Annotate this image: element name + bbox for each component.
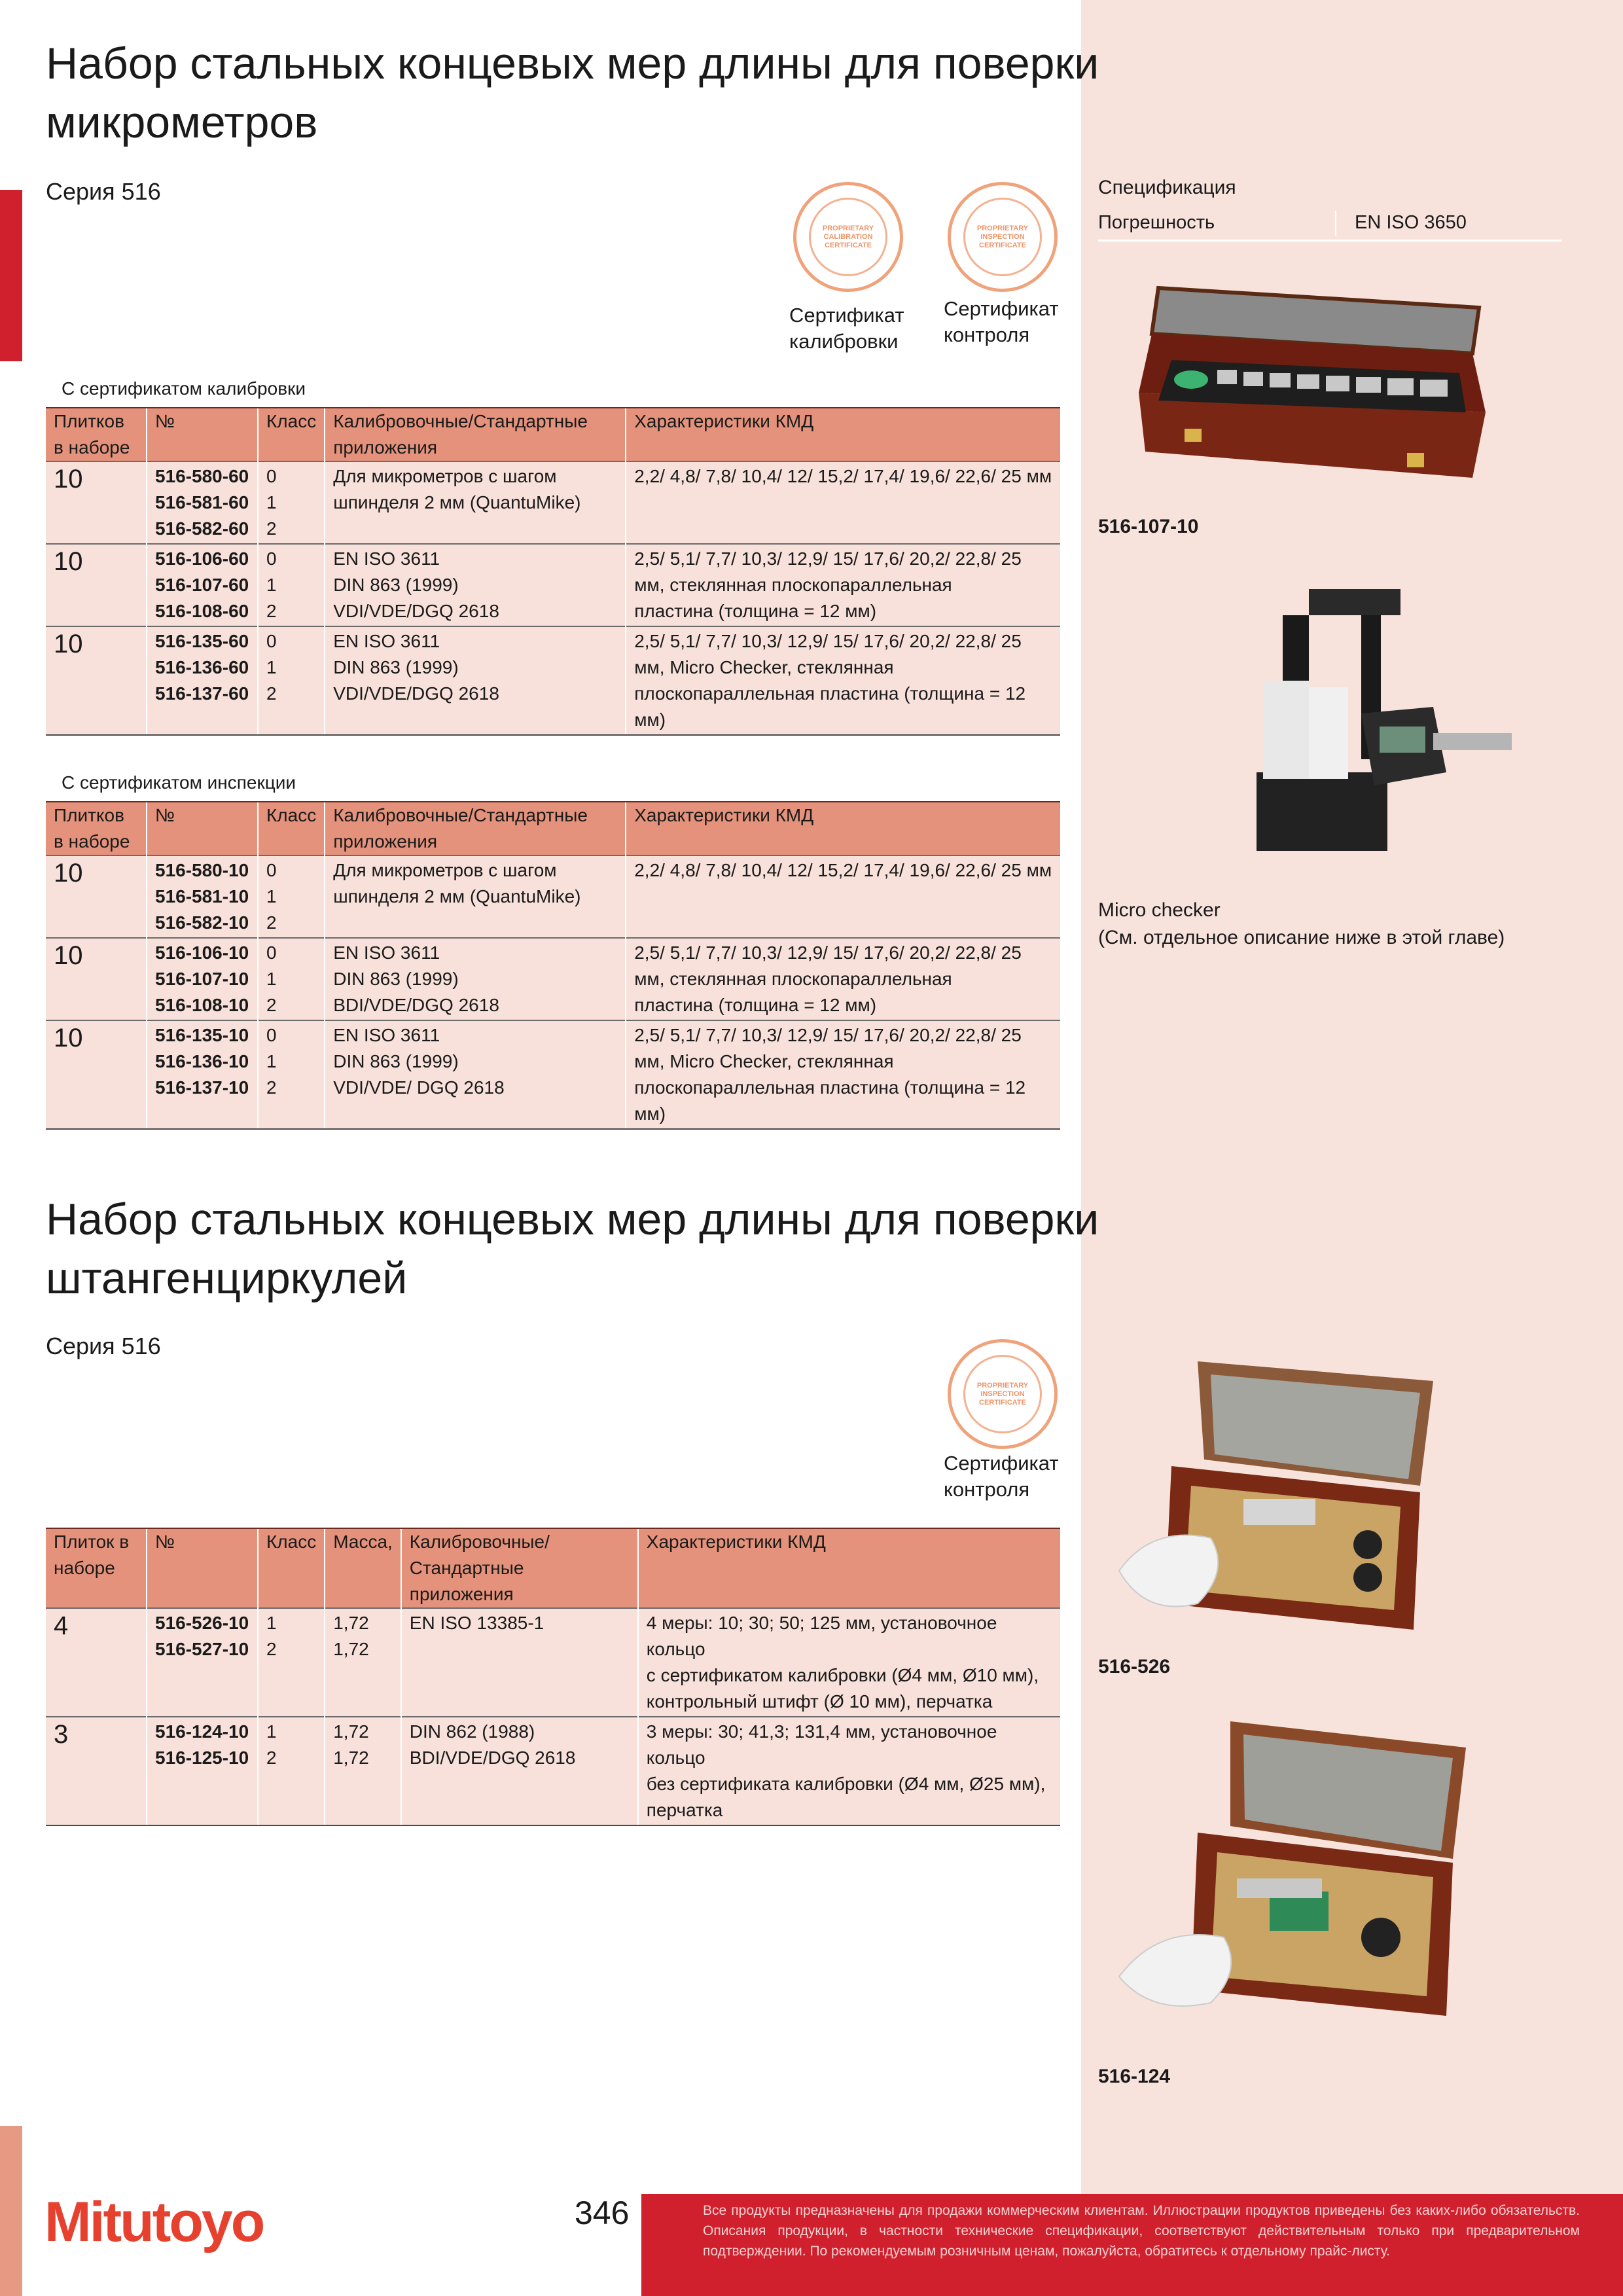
standard-line: BDI/VDE/DGQ 2618 bbox=[409, 1748, 576, 1768]
plate-count: 10 bbox=[46, 461, 147, 544]
series-label: Серия 516 bbox=[46, 1333, 161, 1359]
grade-values bbox=[258, 461, 325, 544]
col-header: Плитков в наборе bbox=[46, 802, 147, 855]
series-label: Серия 516 bbox=[46, 178, 161, 205]
order-code: 516-137-60 bbox=[155, 683, 249, 704]
table-header-row bbox=[46, 408, 1060, 461]
standards bbox=[325, 626, 626, 735]
characteristics-line: пластина (толщина = 12 мм) bbox=[634, 601, 877, 621]
col-header: № bbox=[147, 1528, 258, 1608]
grade-value: 1 bbox=[266, 1051, 277, 1071]
standards bbox=[325, 938, 626, 1020]
characteristics bbox=[626, 626, 1060, 735]
standard-line: DIN 863 (1999) bbox=[333, 969, 459, 989]
mass-value: 1,72 bbox=[333, 1748, 369, 1768]
grade-value: 0 bbox=[266, 548, 277, 569]
plate-count: 3 bbox=[46, 1717, 147, 1825]
characteristics bbox=[626, 855, 1060, 938]
grade-value: 1 bbox=[266, 575, 277, 595]
spec-value: EN ISO 3650 bbox=[1355, 212, 1467, 233]
grade-value: 2 bbox=[266, 1639, 277, 1659]
standard-line: DIN 863 (1999) bbox=[333, 1051, 459, 1071]
order-codes bbox=[147, 1608, 258, 1717]
col-header: Калибровочные/Стандартные приложения bbox=[325, 408, 626, 461]
standard-line: EN ISO 3611 bbox=[333, 631, 440, 651]
order-code: 516-108-60 bbox=[155, 601, 249, 621]
characteristics-line: плоскопараллельная пластина (толщина = 12 мм) bbox=[634, 1077, 1026, 1124]
title-line-1: Набор стальных концевых мер длины для поверки bbox=[46, 39, 1099, 88]
grade-values bbox=[258, 626, 325, 735]
characteristics-line: без сертификата калибровки (Ø4 мм, Ø25 мм), bbox=[646, 1774, 1046, 1794]
table-row bbox=[46, 855, 1060, 938]
table-row bbox=[46, 1608, 1060, 1717]
order-code: 516-581-10 bbox=[155, 886, 249, 906]
grade-value: 1 bbox=[266, 492, 277, 512]
standard-line: DIN 863 (1999) bbox=[333, 575, 459, 595]
spec-key: Погрешность bbox=[1098, 212, 1215, 233]
plate-count: 10 bbox=[46, 1020, 147, 1129]
standard-line: шпинделя 2 мм (QuantuMike) bbox=[333, 492, 581, 512]
order-codes bbox=[147, 461, 258, 544]
standard-line: VDI/VDE/DGQ 2618 bbox=[333, 601, 499, 621]
order-code: 516-108-10 bbox=[155, 995, 249, 1015]
order-code: 516-135-10 bbox=[155, 1025, 249, 1045]
photo4-caption: 516-124 bbox=[1098, 2066, 1171, 2087]
table-row bbox=[46, 544, 1060, 626]
grade-value: 1 bbox=[266, 886, 277, 906]
grade-value: 2 bbox=[266, 1748, 277, 1768]
col-header: Плиток в наборе bbox=[46, 1528, 147, 1608]
order-code: 516-582-10 bbox=[155, 912, 249, 933]
grade-value: 2 bbox=[266, 995, 277, 1015]
standard-line: шпинделя 2 мм (QuantuMike) bbox=[333, 886, 581, 906]
order-code: 516-106-10 bbox=[155, 942, 249, 963]
photo2-caption: Micro checker (См. отдельное описание ниже в этой главе) bbox=[1098, 899, 1505, 948]
col-header: № bbox=[147, 408, 258, 461]
characteristics-line: 2,5/ 5,1/ 7,7/ 10,3/ 12,9/ 15/ 17,6/ 20,2/ 22,8/ 25 bbox=[634, 631, 1022, 651]
table-header-row bbox=[46, 802, 1060, 855]
characteristics-line: 3 меры: 30; 41,3; 131,4 мм, установочное кольцо bbox=[646, 1721, 997, 1768]
standards bbox=[325, 544, 626, 626]
col-header: Калибровочные/Стандартные приложения bbox=[325, 802, 626, 855]
characteristics-line: с сертификатом калибровки (Ø4 мм, Ø10 мм), bbox=[646, 1665, 1039, 1685]
section-marker bbox=[0, 190, 22, 361]
spec-row bbox=[1098, 208, 1561, 242]
characteristics-line: 2,2/ 4,8/ 7,8/ 10,4/ 12/ 15,2/ 17,4/ 19,6/ 22,6/ 25 мм bbox=[634, 860, 1052, 880]
grade-value: 2 bbox=[266, 601, 277, 621]
grade-value: 1 bbox=[266, 969, 277, 989]
plate-count: 10 bbox=[46, 855, 147, 938]
table-row bbox=[46, 626, 1060, 735]
title-line-2: штангенциркулей bbox=[46, 1253, 408, 1303]
plate-count: 4 bbox=[46, 1608, 147, 1717]
plate-count: 10 bbox=[46, 544, 147, 626]
table-row bbox=[46, 1717, 1060, 1825]
order-codes bbox=[147, 938, 258, 1020]
characteristics bbox=[638, 1608, 1060, 1717]
grade-value: 2 bbox=[266, 912, 277, 933]
spec-title: Спецификация bbox=[1098, 177, 1236, 198]
characteristics-line: 4 меры: 10; 30; 50; 125 мм, установочное кольцо bbox=[646, 1613, 997, 1659]
order-code: 516-527-10 bbox=[155, 1639, 249, 1659]
characteristics-line: пластина (толщина = 12 мм) bbox=[634, 995, 877, 1015]
table1-caption: С сертификатом калибровки bbox=[62, 378, 306, 399]
order-codes bbox=[147, 1020, 258, 1129]
plate-count: 10 bbox=[46, 938, 147, 1020]
col-header: Характеристики КМД bbox=[626, 802, 1060, 855]
grade-values bbox=[258, 1608, 325, 1717]
col-header: Класс bbox=[258, 408, 325, 461]
mass-values bbox=[325, 1608, 401, 1717]
characteristics-line: мм, стеклянная плоскопараллельная bbox=[634, 969, 952, 989]
table-header-row bbox=[46, 1528, 1060, 1608]
standard-line: VDI/VDE/DGQ 2618 bbox=[333, 683, 499, 704]
footer-disclaimer: Все продукты предназначены для продажи коммерческим клиентам. Иллюстрации продуктов приведены без каких-либо обязательств. Описания продукции, в частности технические спецификации, соответствуют действительным только при предварительном подтверждении. По рекомендуемым розничным ценам, пожалуйста, обратитесь к отдельному прайс-листу. bbox=[703, 2203, 1580, 2259]
standard-line: EN ISO 13385-1 bbox=[409, 1613, 544, 1633]
standard-line bbox=[333, 516, 617, 542]
characteristics bbox=[638, 1717, 1060, 1825]
col-header: Характеристики КМД bbox=[626, 408, 1060, 461]
order-code: 516-135-60 bbox=[155, 631, 249, 651]
table-row bbox=[46, 938, 1060, 1020]
standards bbox=[325, 461, 626, 544]
grade-values bbox=[258, 544, 325, 626]
plate-count: 10 bbox=[46, 626, 147, 735]
calibration-stamp-icon: PROPRIETARY CALIBRATION CERTIFICATE bbox=[793, 182, 903, 292]
gauge-block-case-photo bbox=[1132, 281, 1499, 497]
table2-caption: С сертификатом инспекции bbox=[62, 772, 296, 793]
characteristics bbox=[626, 461, 1060, 544]
standards bbox=[401, 1608, 638, 1717]
characteristics-line: контрольный штифт (Ø 10 мм), перчатка bbox=[646, 1691, 993, 1712]
characteristics-line: 2,5/ 5,1/ 7,7/ 10,3/ 12,9/ 15/ 17,6/ 20,2/ 22,8/ 25 bbox=[634, 548, 1022, 569]
grade-values bbox=[258, 1020, 325, 1129]
page-number: 346 bbox=[575, 2195, 630, 2231]
footer-marker bbox=[0, 2126, 22, 2296]
characteristics bbox=[626, 544, 1060, 626]
characteristics-line: мм, Micro Checker, стеклянная bbox=[634, 657, 894, 677]
characteristics-line: 2,2/ 4,8/ 7,8/ 10,4/ 12/ 15,2/ 17,4/ 19,6/ 22,6/ 25 мм bbox=[634, 466, 1052, 486]
standard-line: DIN 863 (1999) bbox=[333, 657, 459, 677]
order-code: 516-107-10 bbox=[155, 969, 249, 989]
caliper-table bbox=[46, 1528, 1060, 1826]
order-code: 516-582-60 bbox=[155, 518, 249, 539]
grade-value: 2 bbox=[266, 518, 277, 539]
grade-values bbox=[258, 938, 325, 1020]
mass-values bbox=[325, 1717, 401, 1825]
characteristics-line: 2,5/ 5,1/ 7,7/ 10,3/ 12,9/ 15/ 17,6/ 20,2/ 22,8/ 25 bbox=[634, 942, 1022, 963]
grade-value: 1 bbox=[266, 1721, 277, 1742]
standard-line: EN ISO 3611 bbox=[333, 942, 440, 963]
grade-value: 2 bbox=[266, 683, 277, 704]
order-code: 516-124-10 bbox=[155, 1721, 249, 1742]
characteristics-line: мм, стеклянная плоскопараллельная bbox=[634, 575, 952, 595]
grade-value: 1 bbox=[266, 657, 277, 677]
mass-value: 1,72 bbox=[333, 1721, 369, 1742]
mass-value: 1,72 bbox=[333, 1613, 369, 1633]
col-header: Класс bbox=[258, 802, 325, 855]
characteristics-line: плоскопараллельная пластина (толщина = 12 мм) bbox=[634, 683, 1026, 730]
order-code: 516-136-60 bbox=[155, 657, 249, 677]
order-codes bbox=[147, 626, 258, 735]
standard-line: Для микрометров с шагом bbox=[333, 860, 557, 880]
order-codes bbox=[147, 544, 258, 626]
order-code: 516-580-60 bbox=[155, 466, 249, 486]
caliper-set-526-photo bbox=[1106, 1355, 1446, 1643]
inspection-cert-label: Сертификат контроля bbox=[944, 1452, 1059, 1501]
grade-value: 0 bbox=[266, 631, 277, 651]
characteristics-line: мм, Micro Checker, стеклянная bbox=[634, 1051, 894, 1071]
order-code: 516-136-10 bbox=[155, 1051, 249, 1071]
order-code: 516-125-10 bbox=[155, 1748, 249, 1768]
col-header: Калибровочные/ Стандартные приложения bbox=[401, 1528, 638, 1608]
characteristics-line: перчатка bbox=[646, 1800, 723, 1820]
table-row bbox=[46, 461, 1060, 544]
standards bbox=[325, 855, 626, 938]
micro-checker-photo bbox=[1243, 576, 1518, 864]
photo1-caption: 516-107-10 bbox=[1098, 516, 1199, 537]
characteristics bbox=[626, 938, 1060, 1020]
standard-line: Для микрометров с шагом bbox=[333, 466, 557, 486]
grade-value: 2 bbox=[266, 1077, 277, 1098]
inspection-table bbox=[46, 801, 1060, 1130]
caliper-set-124-photo bbox=[1106, 1715, 1472, 2055]
col-header: Класс bbox=[258, 1528, 325, 1608]
inspection-stamp-icon: PROPRIETARY INSPECTION CERTIFICATE bbox=[948, 1339, 1058, 1449]
standard-line: BDI/VDE/DGQ 2618 bbox=[333, 995, 499, 1015]
order-codes bbox=[147, 1717, 258, 1825]
order-code: 516-580-10 bbox=[155, 860, 249, 880]
photo3-caption: 516-526 bbox=[1098, 1656, 1171, 1677]
table-row bbox=[46, 1020, 1060, 1129]
col-header: № bbox=[147, 802, 258, 855]
calibration-cert-label: Сертификат калибровки bbox=[789, 304, 904, 353]
order-code: 516-107-60 bbox=[155, 575, 249, 595]
standard-line: EN ISO 3611 bbox=[333, 548, 440, 569]
title-line-1: Набор стальных концевых мер длины для поверки bbox=[46, 1194, 1099, 1244]
grade-value: 1 bbox=[266, 1613, 277, 1633]
grade-values bbox=[258, 855, 325, 938]
order-code: 516-137-10 bbox=[155, 1077, 249, 1098]
standard-line bbox=[333, 910, 617, 936]
inspection-cert-label: Сертификат контроля bbox=[944, 297, 1059, 346]
order-code: 516-106-60 bbox=[155, 548, 249, 569]
grade-value: 0 bbox=[266, 466, 277, 486]
standard-line: VDI/VDE/ DGQ 2618 bbox=[333, 1077, 505, 1098]
standards bbox=[401, 1717, 638, 1825]
characteristics bbox=[626, 1020, 1060, 1129]
col-header: Масса, bbox=[325, 1528, 401, 1608]
col-header: Характеристики КМД bbox=[638, 1528, 1060, 1608]
grade-value: 0 bbox=[266, 860, 277, 880]
characteristics-line: 2,5/ 5,1/ 7,7/ 10,3/ 12,9/ 15/ 17,6/ 20,2/ 22,8/ 25 bbox=[634, 1025, 1022, 1045]
order-code: 516-526-10 bbox=[155, 1613, 249, 1633]
inspection-stamp-icon: PROPRIETARY INSPECTION CERTIFICATE bbox=[948, 182, 1058, 292]
calibration-table bbox=[46, 407, 1060, 736]
order-code: 516-581-60 bbox=[155, 492, 249, 512]
title-line-2: микрометров bbox=[46, 98, 318, 147]
standards bbox=[325, 1020, 626, 1129]
spec-divider bbox=[1335, 211, 1336, 236]
mass-value: 1,72 bbox=[333, 1639, 369, 1659]
order-codes bbox=[147, 855, 258, 938]
grade-value: 0 bbox=[266, 1025, 277, 1045]
mitutoyo-logo: Mitutoyo bbox=[45, 2191, 264, 2253]
col-header: Плитков в наборе bbox=[46, 408, 147, 461]
grade-values bbox=[258, 1717, 325, 1825]
section2-title bbox=[46, 1190, 1099, 1308]
standard-line: DIN 862 (1988) bbox=[409, 1721, 535, 1742]
grade-value: 0 bbox=[266, 942, 277, 963]
standard-line: EN ISO 3611 bbox=[333, 1025, 440, 1045]
page-title bbox=[46, 34, 1099, 152]
